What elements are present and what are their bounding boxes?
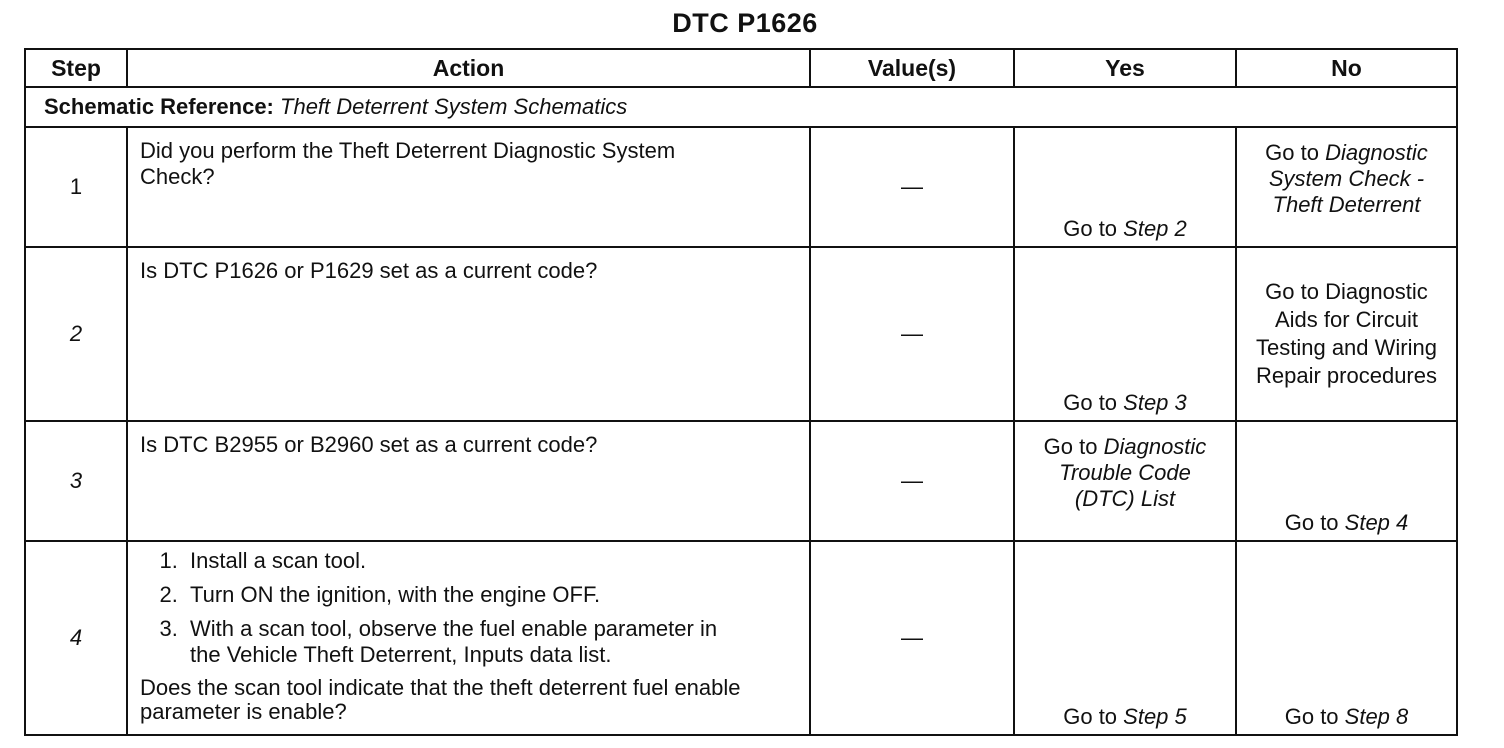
yes-link[interactable]: Diagnostic Trouble Code (DTC) List (1059, 434, 1207, 511)
diagnostic-table (24, 48, 1458, 736)
step-number (25, 421, 127, 541)
value-dash: — (901, 468, 923, 493)
no-cell (1236, 247, 1457, 421)
no-cell (1236, 127, 1457, 247)
yes-cell (1014, 541, 1236, 735)
yes-action[interactable] (1015, 216, 1235, 242)
no-prefix: Go to (1265, 140, 1326, 165)
list-item: 2. Turn ON the ignition, with the engine OFF. (184, 582, 809, 608)
step-number (25, 541, 127, 735)
step-number (25, 247, 127, 421)
column-header-no: No (1236, 49, 1457, 87)
list-item: 1. Install a scan tool. (184, 548, 809, 574)
value-cell (810, 247, 1014, 421)
action-cell (127, 421, 810, 541)
table-row (25, 421, 1457, 541)
yes-cell (1014, 421, 1236, 541)
no-prefix: Go to (1284, 510, 1345, 535)
yes-action[interactable] (1015, 390, 1235, 416)
value-cell (810, 127, 1014, 247)
yes-action[interactable] (1015, 704, 1235, 730)
no-action[interactable] (1237, 510, 1456, 536)
table-header-row (25, 49, 1457, 87)
schematic-reference-row (25, 87, 1457, 127)
step-number-text: 3 (69, 468, 83, 493)
yes-link[interactable]: Step 5 (1123, 704, 1187, 729)
value-dash: — (901, 321, 923, 346)
step-number-text: 4 (69, 625, 83, 650)
column-header-action: Action (127, 49, 810, 87)
action-text: Did you perform the Theft Deterrent Diagnostic System Check? (140, 138, 676, 189)
table-row (25, 541, 1457, 735)
schematic-reference-link[interactable]: Theft Deterrent System Schematics (280, 94, 628, 119)
yes-cell (1014, 127, 1236, 247)
action-cell (127, 247, 810, 421)
action-text: Is DTC P1626 or P1629 set as a current code? (140, 258, 598, 283)
no-link[interactable]: Step 8 (1344, 704, 1409, 729)
no-cell (1236, 421, 1457, 541)
yes-prefix: Go to (1063, 390, 1124, 415)
schematic-reference (25, 87, 1457, 127)
step-number-text: 2 (69, 321, 83, 346)
yes-prefix: Go to (1063, 216, 1124, 241)
no-prefix: Go to (1284, 704, 1345, 729)
no-link[interactable]: Diagnostic System Check - Theft Deterrent (1268, 140, 1428, 217)
action-cell (127, 127, 810, 247)
list-item: 3. With a scan tool, observe the fuel enable parameter in the Vehicle Theft Deterrent, Inputs data list. (184, 616, 750, 668)
value-cell (810, 421, 1014, 541)
table-row (25, 127, 1457, 247)
yes-link[interactable]: Step 3 (1123, 390, 1187, 415)
schematic-reference-label: Schematic Reference: (44, 94, 274, 119)
yes-cell (1014, 247, 1236, 421)
no-action[interactable] (1237, 128, 1456, 218)
action-cell (127, 541, 810, 735)
no-action[interactable]: Go to Diagnostic Aids for Circuit Testing and Wiring Repair procedures (1256, 279, 1437, 388)
value-cell (810, 541, 1014, 735)
yes-link[interactable]: Step 2 (1123, 216, 1187, 241)
column-header-step: Step (25, 49, 127, 87)
action-text: Is DTC B2955 or B2960 set as a current code? (140, 432, 598, 457)
page-title: DTC P1626 (672, 8, 818, 38)
column-header-yes: Yes (1014, 49, 1236, 87)
yes-action[interactable] (1015, 422, 1235, 512)
yes-prefix: Go to (1043, 434, 1104, 459)
value-dash: — (901, 174, 923, 199)
no-link[interactable]: Step 4 (1344, 510, 1409, 535)
value-dash: — (901, 625, 923, 650)
yes-prefix: Go to (1063, 704, 1124, 729)
action-steps-list (128, 542, 809, 668)
action-question: Does the scan tool indicate that the theft deterrent fuel enable parameter is enable? (140, 675, 741, 724)
column-header-values: Value(s) (810, 49, 1014, 87)
no-cell (1236, 541, 1457, 735)
step-number: 1 (25, 127, 127, 247)
no-action[interactable] (1237, 704, 1456, 730)
table-row (25, 247, 1457, 421)
